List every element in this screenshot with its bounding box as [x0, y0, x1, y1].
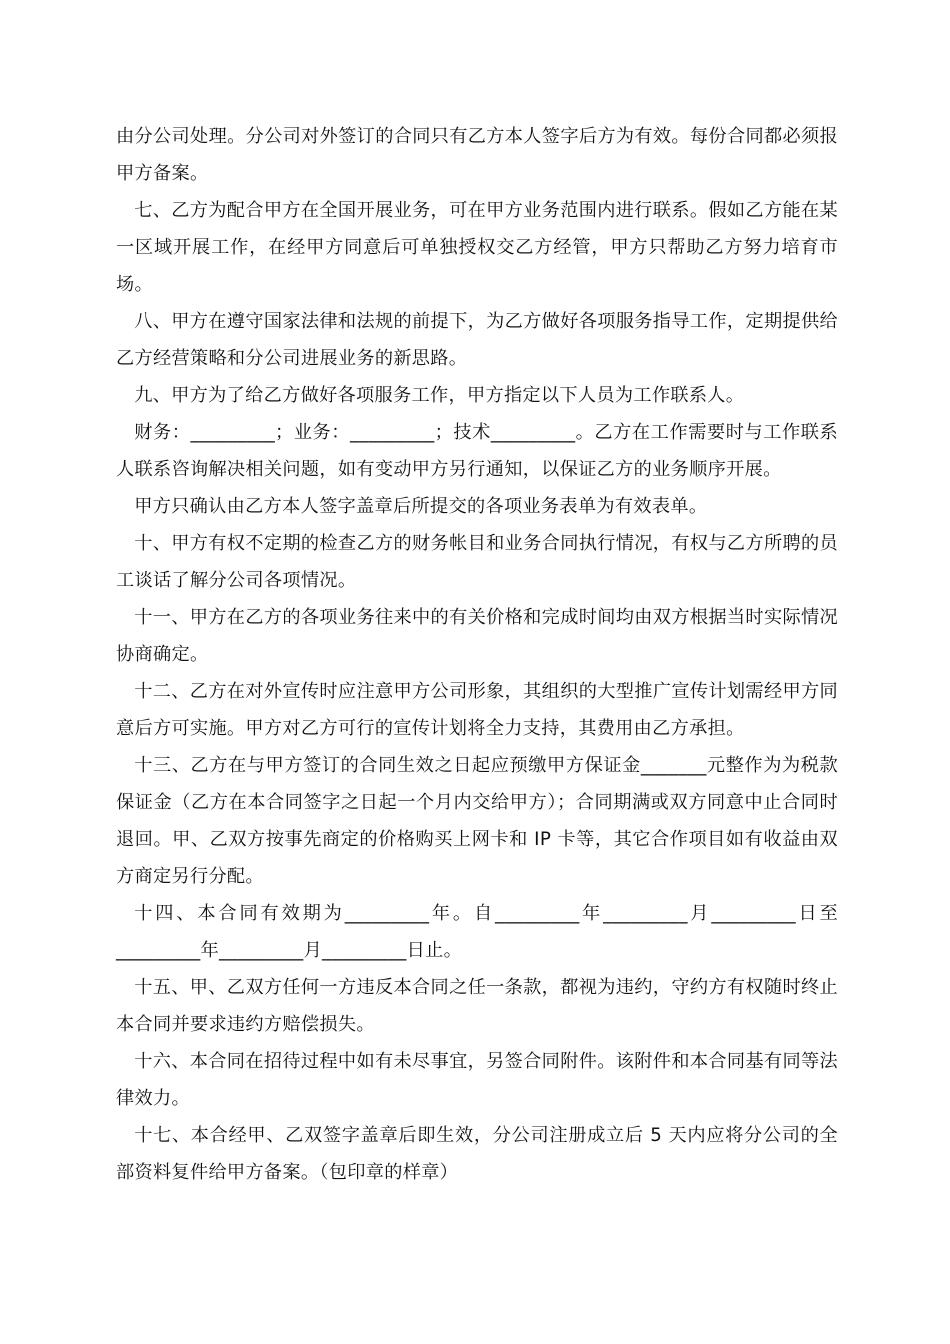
paragraph-clause-15: 十五、甲、乙双方任何一方违反本合同之任一条款，都视为违约，守约方有权随时终止本合同并要求违约方赔偿损失。: [116, 977, 838, 1035]
paragraph-confirmation: 甲方只确认由乙方本人签字盖章后所提交的各项业务表单为有效表单。: [134, 496, 708, 517]
paragraph-contacts: 财务：_________；业务：_________；技术_________。乙方在工作需要时与工作联系人联系咨询解决相关问题，如有变动甲方另行通知，以保证乙方的业务顺序开展。: [116, 422, 838, 480]
paragraph-clause-14: 十四、本合同有效期为_________年。自_________年_________月_________日至_________年_________月_________日止。: [116, 903, 838, 961]
paragraph-clause-16: 十六、本合同在招待过程中如有未尽事宜，另签合同附件。该附件和本合同基有同等法律效力。: [116, 1051, 838, 1109]
paragraph-clause-10: 十、甲方有权不定期的检查乙方的财务帐目和业务合同执行情况，有权与乙方所聘的员工谈话了解分公司各项情况。: [116, 533, 838, 591]
paragraph-clause-12: 十二、乙方在对外宣传时应注意甲方公司形象，其组织的大型推广宣传计划需经甲方同意后方可实施。甲方对乙方可行的宣传计划将全力支持，其费用由乙方承担。: [116, 681, 838, 739]
document-page: [116, 118, 838, 1191]
paragraph-clause-17: 十七、本合经甲、乙双签字盖章后即生效，分公司注册成立后 5 天内应将分公司的全部资料复件给甲方备案。（包印章的样章）: [116, 1125, 838, 1183]
paragraph-clause-7: 七、乙方为配合甲方在全国开展业务，可在甲方业务范围内进行联系。假如乙方能在某一区域开展工作，在经甲方同意后可单独授权交乙方经管，甲方只帮助乙方努力培育市场。: [116, 200, 838, 295]
paragraph-clause-13: 十三、乙方在与甲方签订的合同生效之日起应预缴甲方保证金_______元整作为为税款保证金（乙方在本合同签字之日起一个月内交给甲方）；合同期满或双方同意中止合同时退回。甲、乙双方按事先商定的价格购买上网卡和 IP 卡等，其它合作项目如有收益由双方商定另行分配。: [116, 755, 838, 887]
paragraph-clause-8: 八、甲方在遵守国家法律和法规的前提下，为乙方做好各项服务指导工作，定期提供给乙方经营策略和分公司进展业务的新思路。: [116, 311, 838, 369]
paragraph-clause-11: 十一、甲方在乙方的各项业务往来中的有关价格和完成时间均由双方根据当时实际情况协商确定。: [116, 607, 838, 665]
paragraph-continuation: 由分公司处理。分公司对外签订的合同只有乙方本人签字后方为有效。每份合同都必须报甲方备案。: [116, 126, 838, 184]
paragraph-clause-9: 九、甲方为了给乙方做好各项服务工作，甲方指定以下人员为工作联系人。: [134, 385, 745, 406]
